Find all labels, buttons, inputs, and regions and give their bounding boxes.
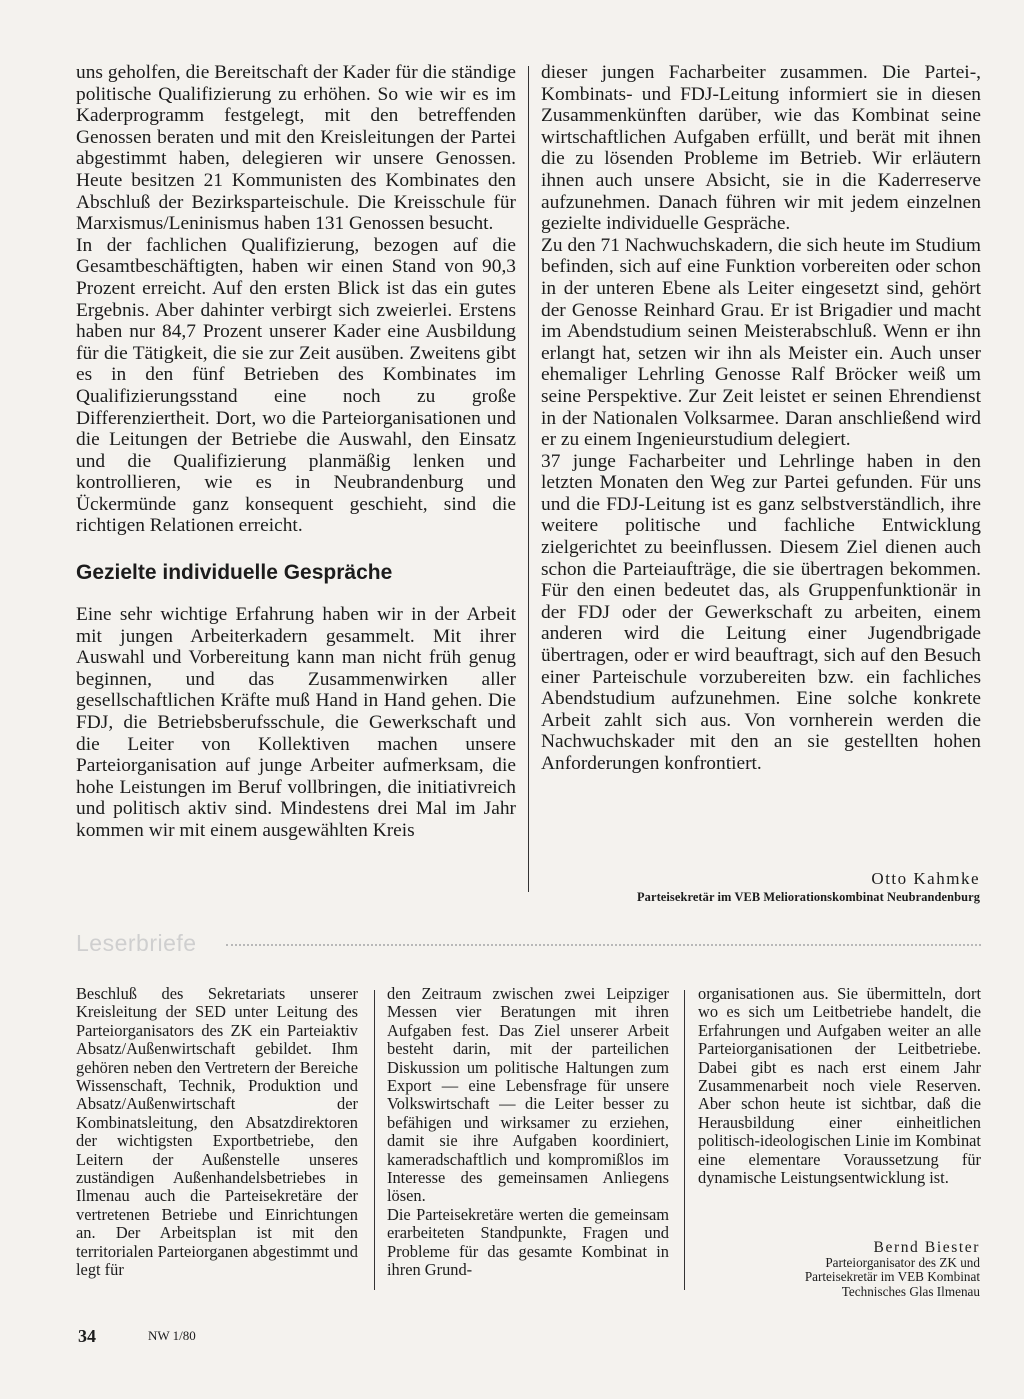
letters-section-header <box>76 930 981 956</box>
column-divider <box>684 990 685 1290</box>
author-name: Otto Kahmke <box>871 869 980 888</box>
letter-column-1 <box>76 985 358 1280</box>
article-paragraph: In der fachlichen Qualifizierung, bezogen auf die Gesamtbeschäftigten, haben wir einen Stand von 90,3 Prozent erreicht. Auf den ersten Blick ist das ein gutes Ergebnis. Aber dahinter verbirgt sich zweierlei. Erstens haben nur 84,7 Prozent unserer Kader eine Ausbildung für die Tätigkeit, die sie zur Zeit ausüben. Zweitens gibt es in den fünf Betrieben des Kombinates im Qualifizierungsstand eine noch zu große Differenziertheit. Dort, wo die Parteiorganisationen und die Leitungen der Betriebe die Auswahl, den Einsatz und die Qualifizierung planmäßig lenken und kontrollieren, wie es in Neubrandenburg und Ückermünde ganz konsequent geschieht, sind die richtigen Relationen erreicht. <box>76 234 516 537</box>
section-heading: Gezielte individuelle Gespräche <box>76 561 393 585</box>
letter-author-role-line: Technisches Glas Ilmenau <box>841 1283 980 1299</box>
issue-label: NW 1/80 <box>148 1328 196 1343</box>
letter-paragraph: organisationen aus. Sie übermitteln, dort wo es sich um Leitbetriebe handelt, die Erfahrungen und Aufgaben weiter an alle Parteiorganisationen der Leitbetriebe. Dabei gibt es nach erst einem Jahr Zusammenarbeit noch viele Reserven. Aber schon heute ist sichtbar, daß die Herausbildung einer einheitlichen politisch-ideologischen Linie im Kombinat eine elementare Voraussetzung für dynamische Leistungsentwicklung ist. <box>698 984 981 1188</box>
article-paragraph: dieser jungen Facharbeiter zusammen. Die Partei-, Kombinats- und FDJ-Leitung informiert sie in diesen Zusammenkünften darüber, wie das Kombinat seine wirtschaftlichen Aufgaben erfüllt, und berät mit ihnen die zu lösenden Probleme im Betrieb. Wir erläutern ihnen auch unsere Absicht, sie in die Kaderreserve aufzunehmen. Danach führen wir mit jedem einzelnen gezielte individuelle Gespräche. <box>541 62 981 235</box>
letter-column-3 <box>698 985 981 1187</box>
letter-author-role <box>805 1256 980 1299</box>
article-left-column <box>76 62 516 842</box>
article-paragraph: 37 junge Facharbeiter und Lehrlinge haben in den letzten Monaten den Weg zur Partei gefunden. Für uns und die FDJ-Leitung ist es ganz selbstverständlich, ihre weitere politische und fachliche Entwicklung zielgerichtet zu beeinflussen. Diesem Ziel dienen auch schon die Parteiaufträge, die sie übertragen bekommen. Für den einen bedeutet das, als Gruppenfunktionär in der FDJ oder der Gewerkschaft zu arbeiten, einem anderen wird die Leitung einer Jugendbrigade übertragen, oder er wird beauftragt, sich auf den Besuch einer Parteischule vorzubereiten bzw. ein fachliches Abendstudium aufzunehmen. Eine solche konkrete Arbeit zahlt sich aus. Von vornherein werden die Nachwuchskader mit den an sie gestellten hohen Anforderungen konfrontiert. <box>541 450 981 774</box>
letter-author-name: Bernd Biester <box>873 1239 980 1256</box>
article-paragraph: Eine sehr wichtige Erfahrung haben wir in der Arbeit mit jungen Arbeiterkadern gesammelt. Mit ihrer Auswahl und Vorbereitung kann man nicht früh genug beginnen, und das Zusammenwirken aller gesellschaftlichen Kräfte muß Hand in Hand gehen. Die FDJ, die Betriebsberufsschule, die Gewerkschaft und die Leiter von Kollektiven machen unsere Parteiorganisation auf junge Arbeiter aufmerksam, die hohe Leistungen im Beruf vollbringen, die initiativreich und politisch aktiv sind. Mindestens drei Mal im Jahr kommen wir mit einem ausgewählten Kreis <box>76 604 516 841</box>
article-right-column <box>541 62 981 775</box>
column-divider <box>374 990 375 1290</box>
article-paragraph: uns geholfen, die Bereitschaft der Kader für die ständige politische Qualifizierung zu erhöhen. So wie wir es im Kaderprogramm festgelegt, mit den betreffenden Genossen beraten und mit den Kreisleitungen der Partei abgestimmt haben, delegieren wir unsere Genossen. Heute besitzen 21 Kommunisten des Kombinates den Abschluß der Bezirksparteischule. Die Kreisschule für Marxismus/Leninismus haben 131 Genossen besucht. <box>76 62 516 235</box>
page-number: 34 <box>78 1326 96 1346</box>
letter-author-role-line: Parteiorganisator des ZK und <box>825 1255 980 1270</box>
article-paragraph: Zu den 71 Nachwuchskadern, die sich heute im Studium befinden, sich auf eine Funktion vorbereiten oder schon in der unteren Ebene als Leiter eingesetzt sind, gehört der Genosse Reinhard Grau. Er ist Brigadier und macht im Abendstudium seinen Meisterabschluß. Wenn er ihn erlangt hat, setzen wir ihn als Meister ein. Auch unser ehemaliger Lehrling Genosse Ralf Bröcker weiß um seine Perspektive. Zur Zeit leistet er seinen Ehrendienst in der Nationalen Volksarmee. Daran anschließend wird er zu einem Ingenieurstudium delegiert. <box>541 234 981 451</box>
dotted-rule <box>226 944 981 949</box>
letter-paragraph: Die Parteisekretäre werten die gemeinsam erarbeiteten Standpunkte, Fragen und Probleme für das gesamte Kombinat in ihren Grund- <box>387 1204 669 1280</box>
letter-author-role-line: Parteisekretär im VEB Kombinat <box>804 1269 980 1285</box>
column-divider <box>528 66 529 892</box>
letter-paragraph: den Zeitraum zwischen zwei Leipziger Messen vier Beratungen mit ihren Aufgaben fest. Das Ziel unserer Arbeit besteht darin, mit der parteilichen Diskussion um politische Haltungen zum Export — eine Lebensfrage für unsere Volkswirtschaft — die Leiter besser zu befähigen und wirksamer zu erziehen, damit sie ihre Aufgaben koordiniert, kameradschaftlich und kompromißlos im Interesse des gemeinsamen Anliegens lösen. <box>387 984 669 1206</box>
letter-paragraph: Beschluß des Sekretariats unserer Kreisleitung der SED unter Leitung des Parteiorganisators des ZK ein Parteiaktiv Absatz/Außenwirtschaft gebildet. Ihm gehören neben den Vertretern der Bereiche Wissenschaft, Technik, Produktion und Absatz/Außenwirtschaft der Kombinatsleitung, den Absatzdirektoren der wichtigsten Exportbetriebe, den Leitern der Außenstelle unseres zuständigen Außenhandelsbetriebes in Ilmenau auch die Parteisekretäre der vertretenen Betriebe und Einrichtungen an. Der Arbeitsplan ist mit den territorialen Parteiorganen abgestimmt und legt für <box>76 984 358 1280</box>
letter-column-2 <box>387 985 669 1280</box>
letters-section-title: Leserbriefe <box>76 930 197 956</box>
author-role: Parteisekretär im VEB Meliorationskombinat Neubrandenburg <box>637 890 980 904</box>
